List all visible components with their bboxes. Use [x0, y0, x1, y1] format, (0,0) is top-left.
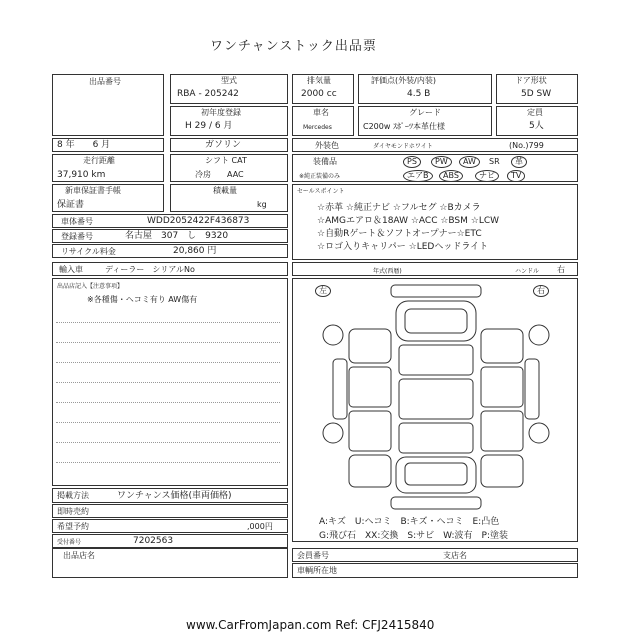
color-value: ダイヤモンドホワイト	[373, 143, 433, 150]
equip-pw: PW	[431, 156, 452, 168]
diagram-left-label: 左	[315, 285, 331, 297]
equip-ps: PS	[403, 156, 421, 168]
warranty-label: 新車保証書手帳	[65, 186, 121, 195]
mileage-box	[52, 154, 164, 182]
door-label: ドア形状	[515, 76, 547, 85]
sheet-title: ワンチャンストック出品票	[210, 39, 377, 54]
registration-value: H 29 / 6 月	[185, 121, 233, 131]
seats-box	[496, 106, 578, 136]
equip-aw: AW	[459, 156, 480, 168]
code-label: 受付番号	[57, 539, 82, 546]
member-row	[292, 548, 578, 562]
vin-label: 車体番号	[61, 217, 93, 226]
load-box	[170, 184, 288, 212]
sales-points-box	[292, 184, 578, 260]
vin-value: WDD2052422F436873	[147, 216, 250, 226]
aircon-value: 冷房 AAC	[195, 170, 244, 179]
equip-tv: TV	[507, 170, 525, 182]
shift-value: シフト CAT	[205, 156, 247, 165]
shift-box	[170, 154, 288, 182]
start-row	[52, 519, 288, 533]
location-label: 車輌所在地	[297, 566, 337, 575]
recycle-label: リサイクル料金	[61, 247, 116, 256]
equip-leather: 革	[511, 156, 527, 168]
method-label: 掲載方法	[57, 491, 89, 500]
grade-value: C200w ｽﾎﾟｰﾂ本革仕様	[363, 122, 445, 131]
legend-line-1: A:キズ U:ヘコミ B:キズ・ヘコミ E:凸色	[319, 517, 500, 527]
door-box	[496, 74, 578, 104]
cc-label: 排気量	[307, 76, 331, 85]
notes-text: ※各種傷・ヘコミ有り AW傷有	[87, 295, 198, 304]
equip-navi: ナビ	[475, 170, 499, 182]
grade-box	[358, 106, 492, 136]
watermark: www.CarFromJapan.com Ref: CFJ2415840	[186, 618, 435, 632]
seats-value: 5人	[529, 121, 544, 131]
shop-box	[52, 548, 288, 578]
start-label: 希望予約	[57, 522, 89, 531]
plate-label: 登録番号	[61, 232, 93, 241]
model-value: RBA - 205242	[177, 89, 239, 99]
code-row	[52, 534, 288, 548]
model-label: 型式	[221, 76, 237, 85]
plate-row	[52, 229, 288, 243]
import-value: ディーラー シリアルNo	[105, 265, 195, 274]
sales-point-1: ☆赤革 ☆純正ナビ ☆フルセグ ☆Bカメラ	[317, 203, 481, 213]
import-row	[52, 262, 288, 276]
location-row	[292, 563, 578, 578]
fuel-box	[170, 138, 288, 152]
sales-point-2: ☆AMGエアロ＆18AW ☆ACC ☆BSM ☆LCW	[317, 216, 500, 226]
seats-label: 定員	[527, 108, 543, 117]
year-row	[292, 262, 578, 276]
load-label: 積載量	[213, 186, 237, 195]
mileage-value: 37,910 km	[57, 170, 106, 180]
car-outline-icon	[293, 279, 579, 543]
registration-label: 初年度登録	[201, 108, 241, 117]
sales-points-label: セールスポイント	[297, 188, 345, 195]
door-value: 5D SW	[521, 89, 552, 99]
car-name-value: Mercedes	[303, 124, 332, 131]
recycle-value: 20,860 円	[173, 246, 217, 256]
diagram-right-label: 右	[533, 285, 549, 297]
member-label: 会員番号	[297, 551, 329, 560]
lot-number-box	[52, 74, 164, 136]
instant-label: 即時売約	[57, 507, 89, 516]
sales-point-4: ☆ロゴ入りキャリパー ☆LEDヘッドライト	[317, 242, 489, 252]
legend-line-2: G:飛び石 XX:交換 S:サビ W:波有 P:塗装	[319, 531, 508, 541]
registration-box	[170, 106, 288, 136]
warranty-box	[52, 184, 164, 212]
fuel-value: ガソリン	[205, 140, 242, 150]
equip-sr: SR	[489, 157, 500, 166]
inspection-label: 8 年 6 月	[57, 140, 111, 150]
instant-row	[52, 504, 288, 518]
equip-abs: ABS	[439, 170, 463, 182]
inspection-box	[52, 138, 164, 152]
sales-point-3: ☆自動Rゲート＆ソフトオープナー☆ETC	[317, 229, 482, 239]
import-label: 輸入車	[59, 265, 83, 274]
model-box	[170, 74, 288, 104]
shop-label: 出品店名	[63, 551, 95, 560]
handle-value: 右	[557, 265, 565, 274]
damage-diagram-box	[292, 278, 578, 542]
car-name-label: 車名	[313, 108, 329, 117]
car-name-box	[292, 106, 354, 136]
vin-row	[52, 214, 288, 228]
code-value: 7202563	[133, 536, 174, 546]
cc-value: 2000 cc	[301, 89, 337, 99]
equipment-note: ※純正装備のみ	[299, 173, 341, 180]
start-value: ,000円	[247, 522, 273, 531]
color-label: 外装色	[315, 141, 339, 150]
store-label: 支店名	[443, 551, 467, 560]
score-box	[358, 74, 492, 104]
year-label: 年式(西暦)	[373, 268, 402, 275]
warranty-value: 保証書	[57, 200, 85, 210]
color-box	[292, 138, 578, 152]
plate-value: 名古屋 307 し 9320	[125, 231, 229, 241]
load-value: kg	[257, 200, 267, 209]
handle-label: ハンドル	[515, 268, 540, 275]
lot-label: 出品番号	[89, 77, 121, 86]
cc-box	[292, 74, 354, 104]
score-label: 評価点(外装/内装)	[371, 76, 436, 85]
equipment-box	[292, 154, 578, 182]
method-value: ワンチャンス価格(車両価格)	[117, 491, 232, 501]
grade-label: グレード	[409, 108, 441, 117]
mileage-label: 走行距離	[83, 156, 115, 165]
equipment-label: 装備品	[313, 157, 337, 166]
notes-label: 出品店記入【注意事項】	[57, 283, 124, 290]
equip-airbag: エアB	[403, 170, 433, 182]
recycle-row	[52, 244, 288, 258]
method-row	[52, 488, 288, 503]
score-value: 4.5 B	[407, 89, 431, 99]
color-number: (No.)799	[509, 141, 544, 150]
